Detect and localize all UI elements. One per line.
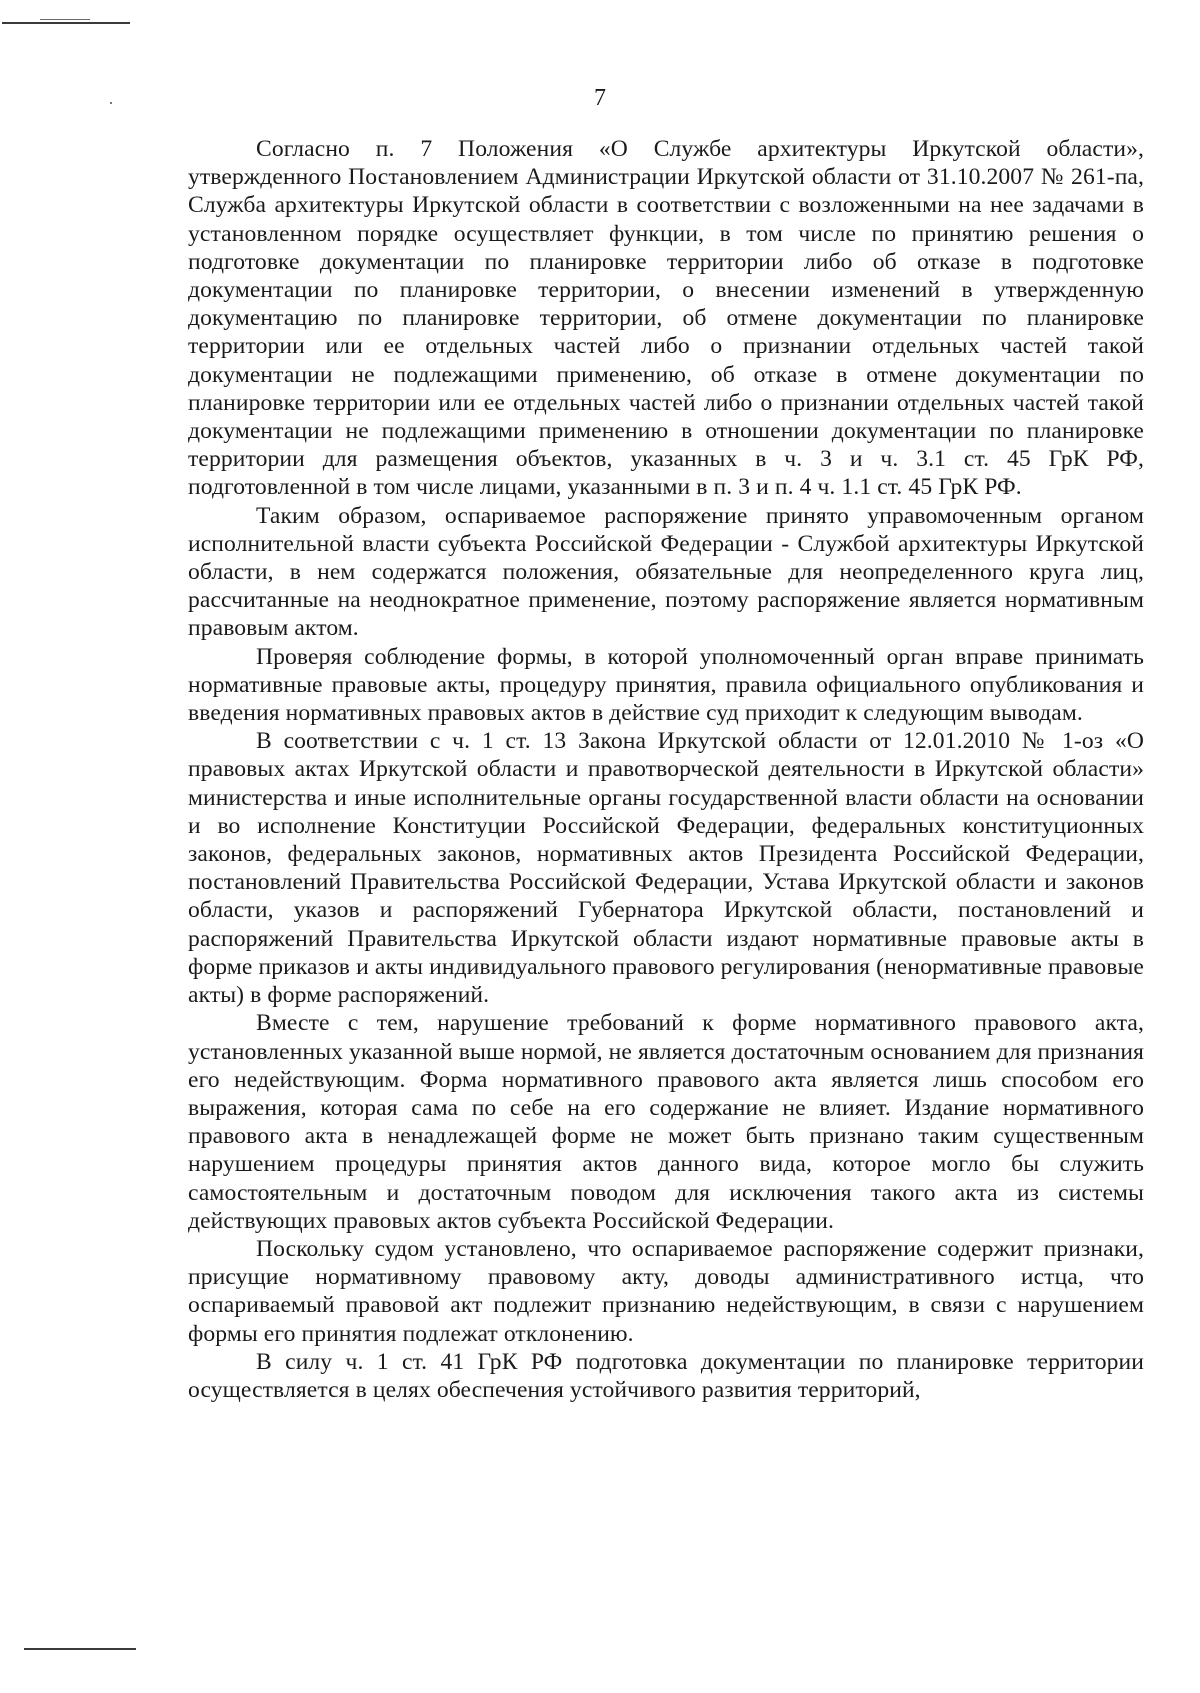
paragraph-town-planning-code: В силу ч. 1 ст. 41 ГрК РФ подготовка документации по планировке территории осуществляется в целях обеспечения устойчивого развития территорий, [188,1348,1144,1403]
paragraph-arguments-rejected: Поскольку судом установлено, что оспариваемое распоряжение содержит признаки, присущие нормативному правовому акту, доводы административного истца, что оспариваемый правовой акт подлежит признанию недействующим, в связи с нарушением формы его принятия подлежат отклонению. [188,1235,1144,1347]
scan-edge-mark-top [2,22,130,24]
paragraph-form-violation: Вместе с тем, нарушение требований к форме нормативного правового акта, установленных указанной выше нормой, не является достаточным основанием для признания его недействующим. Форма нормативного правового акта является лишь способом его выражения, которая сама по себе на его содержание не влияет. Издание нормативного правового акта в ненадлежащей форме не может быть признано таким существенным нарушением процедуры принятия актов данного вида, которое могло бы служить самостоятельным и достаточным поводом для исключения такого акта из системы действующих правовых актов субъекта Российской Федерации. [188,1010,1144,1234]
scan-edge-mark-bottom [24,1648,136,1650]
paragraph-regional-law-reference: В соответствии с ч. 1 ст. 13 Закона Иркутской области от 12.01.2010 № 1-оз «О правовых актах Иркутской области и правотворческой деятельности в Иркутской области» министерства и иные исполнительные органы государственной власти области на основании и во исполнение Конституции Российской Федерации, федеральных конституционных законов, федеральных законов, нормативных актов Президента Российской Федерации, постановлений Правительства Российской Федерации, Устава Иркутской области и законов области, указов и распоряжений Губернатора Иркутской области, постановлений и распоряжений Правительства Иркутской области издают нормативные правовые акты в форме приказов и акты индивидуального правового регулирования (ненормативные правовые акты) в форме распоряжений. [188,728,1144,1009]
scan-edge-mark-top-thin [40,19,90,20]
page-number: 7 [594,85,606,111]
paragraph-form-check: Проверяя соблюдение формы, в которой уполномоченный орган вправе принимать нормативные правовые акты, процедуру принятия, правила официального опубликования и введения нормативных правовых актов в действие суд приходит к следующим выводам. [188,643,1144,727]
document-body [188,135,1144,1404]
paragraph-architecture-service-functions: Согласно п. 7 Положения «О Службе архитектуры Иркутской области», утвержденного Постановлением Администрации Иркутской области от 31.10.2007 № 261-па, Служба архитектуры Иркутской области в соответствии с возложенными на нее задачами в установленном порядке осуществляет функции, в том числе по принятию решения о подготовке документации по планировке территории либо об отказе в подготовке документации по планировке территории, о внесении изменений в утвержденную документацию по планировке территории, об отмене документации по планировке территории или ее отдельных частей либо о признании отдельных частей такой документации не подлежащими применению, об отказе в отмене документации по планировке территории или ее отдельных частей либо о признании отдельных частей такой документации не подлежащими применению в отношении документации по планировке территории для размещения объектов, указанных в ч. 3 и ч. 3.1 ст. 45 ГрК РФ, подготовленной в том числе лицами, указанными в п. 3 и п. 4 ч. 1.1 ст. 45 ГрК РФ. [188,136,1144,501]
paragraph-normative-act-conclusion: Таким образом, оспариваемое распоряжение принято управомоченным органом исполнительной власти субъекта Российской Федерации - Службой архитектуры Иркутской области, в нем содержатся положения, обязательные для неопределенного круга лиц, рассчитанные на неоднократное применение, поэтому распоряжение является нормативным правовым актом. [188,502,1144,642]
